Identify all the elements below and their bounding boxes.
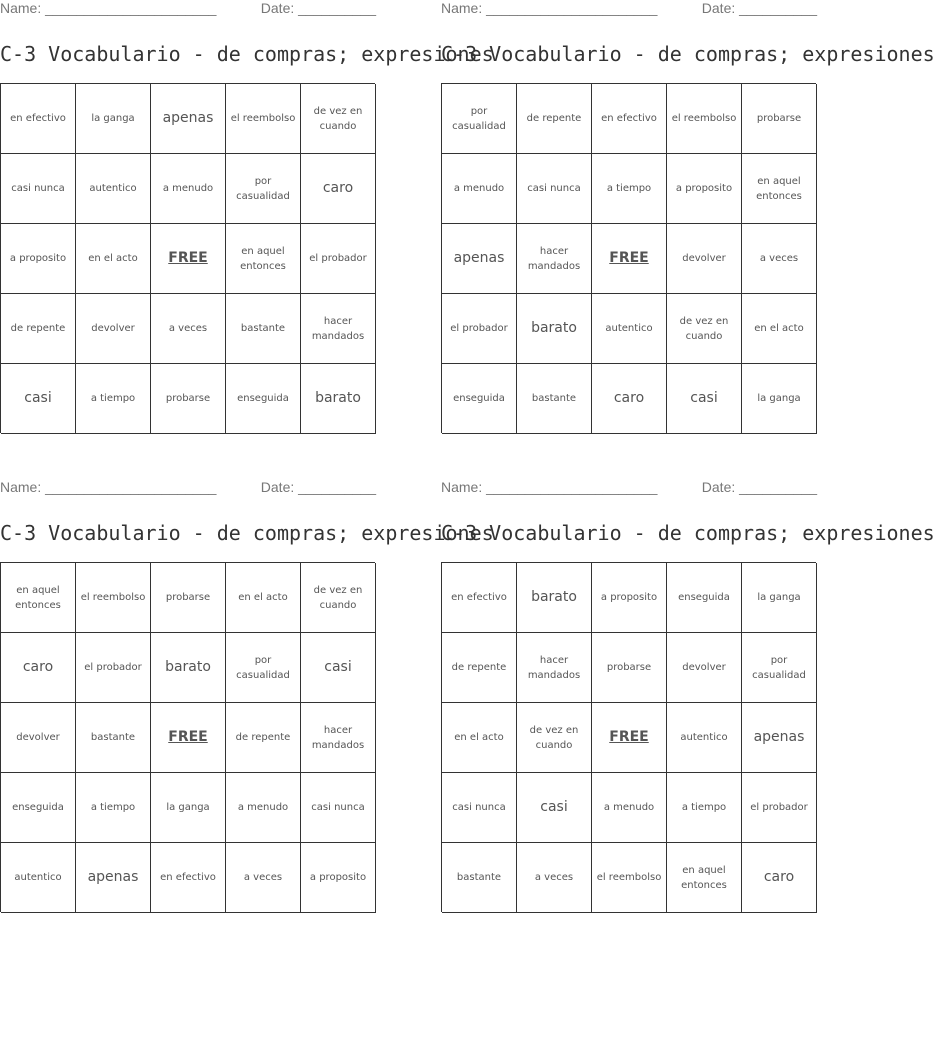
bingo-cell: a veces [151,294,226,364]
bingo-card [0,0,494,433]
card-title: C-3 Vocabulario - de compras; expresiones [441,521,935,545]
bingo-cell: probarse [151,364,226,434]
bingo-cell: a veces [226,843,301,913]
bingo-cell: a menudo [151,154,226,224]
bingo-cell: barato [151,633,226,703]
bingo-cell: de vez en cuando [301,563,376,633]
bingo-cell: probarse [151,563,226,633]
bingo-cell: por casualidad [442,84,517,154]
bingo-cell: a veces [742,224,817,294]
bingo-cell: a tiempo [667,773,742,843]
bingo-cell: caro [592,364,667,434]
bingo-cell: de vez en cuando [517,703,592,773]
bingo-cell: en el acto [76,224,151,294]
bingo-cell: barato [301,364,376,434]
bingo-cell: apenas [442,224,517,294]
bingo-cell: apenas [76,843,151,913]
name-field-label: Name: ______________________ [0,479,217,495]
bingo-cell: caro [301,154,376,224]
bingo-cell: en efectivo [442,563,517,633]
date-field-label: Date: __________ [260,0,376,16]
bingo-cell: de repente [226,703,301,773]
date-field-label: Date: __________ [701,0,817,16]
bingo-cell: de repente [442,633,517,703]
bingo-card [441,479,935,912]
bingo-cell: casi [1,364,76,434]
bingo-cell: a menudo [226,773,301,843]
bingo-cell: a proposito [1,224,76,294]
bingo-cell: devolver [667,633,742,703]
bingo-cell: en el acto [226,563,301,633]
bingo-cell: en efectivo [1,84,76,154]
bingo-cell: autentico [592,294,667,364]
bingo-cell: el probador [442,294,517,364]
bingo-cell: la ganga [151,773,226,843]
bingo-cell: devolver [667,224,742,294]
bingo-cell: por casualidad [226,633,301,703]
free-space-cell: FREE [592,224,667,294]
bingo-cell: a tiempo [76,773,151,843]
bingo-cell: a proposito [667,154,742,224]
bingo-card [441,0,935,433]
bingo-cell: en aquel entonces [667,843,742,913]
bingo-cell: casi nunca [442,773,517,843]
bingo-cell: en el acto [442,703,517,773]
bingo-cell: autentico [667,703,742,773]
bingo-cell: el reembolso [667,84,742,154]
bingo-cell: a menudo [592,773,667,843]
bingo-cell: en el acto [742,294,817,364]
date-field-label: Date: __________ [260,479,376,495]
bingo-cell: casi nunca [1,154,76,224]
name-date-row [0,479,376,501]
bingo-cell: por casualidad [742,633,817,703]
bingo-cell: bastante [442,843,517,913]
bingo-cell: barato [517,563,592,633]
bingo-cell: el probador [76,633,151,703]
bingo-cell: autentico [1,843,76,913]
bingo-cell: de vez en cuando [667,294,742,364]
free-space-cell: FREE [151,224,226,294]
name-field-label: Name: ______________________ [441,0,658,16]
bingo-cell: devolver [76,294,151,364]
card-title: C-3 Vocabulario - de compras; expresiones [0,42,494,66]
bingo-card [0,479,494,912]
name-field-label: Name: ______________________ [0,0,217,16]
bingo-cell: el reembolso [226,84,301,154]
bingo-cell: por casualidad [226,154,301,224]
bingo-cell: a proposito [592,563,667,633]
bingo-cell: apenas [742,703,817,773]
bingo-cell: bastante [517,364,592,434]
bingo-cell: la ganga [742,563,817,633]
bingo-cell: la ganga [76,84,151,154]
bingo-cell: caro [1,633,76,703]
bingo-cell: enseguida [442,364,517,434]
bingo-cell: probarse [592,633,667,703]
name-field-label: Name: ______________________ [441,479,658,495]
bingo-cell: casi nunca [301,773,376,843]
bingo-cell: en aquel entonces [226,224,301,294]
bingo-cell: hacer mandados [301,294,376,364]
bingo-cell: caro [742,843,817,913]
card-title: C-3 Vocabulario - de compras; expresiones [441,42,935,66]
free-space-cell: FREE [151,703,226,773]
bingo-grid [0,83,375,433]
bingo-cell: bastante [76,703,151,773]
name-date-row [441,0,817,22]
bingo-cell: casi [301,633,376,703]
bingo-cell: autentico [76,154,151,224]
bingo-cell: a veces [517,843,592,913]
bingo-cell: el reembolso [592,843,667,913]
card-title: C-3 Vocabulario - de compras; expresiones [0,521,494,545]
bingo-cell: hacer mandados [517,633,592,703]
free-space-cell: FREE [592,703,667,773]
bingo-cell: a menudo [442,154,517,224]
bingo-cell: en efectivo [592,84,667,154]
bingo-grid [441,562,816,912]
name-date-row [0,0,376,22]
bingo-grid [441,83,816,433]
bingo-cell: de repente [517,84,592,154]
bingo-cell: casi nunca [517,154,592,224]
bingo-cell: devolver [1,703,76,773]
bingo-cell: en aquel entonces [742,154,817,224]
bingo-cell: el probador [301,224,376,294]
bingo-cell: la ganga [742,364,817,434]
bingo-cell: en aquel entonces [1,563,76,633]
bingo-cell: el probador [742,773,817,843]
bingo-cell: casi [667,364,742,434]
bingo-cell: barato [517,294,592,364]
bingo-cell: de vez en cuando [301,84,376,154]
bingo-cell: en efectivo [151,843,226,913]
bingo-cell: casi [517,773,592,843]
bingo-cell: hacer mandados [301,703,376,773]
bingo-grid [0,562,375,912]
bingo-cell: bastante [226,294,301,364]
bingo-cell: enseguida [226,364,301,434]
bingo-cell: apenas [151,84,226,154]
bingo-cell: a tiempo [592,154,667,224]
bingo-cell: el reembolso [76,563,151,633]
bingo-cell: a proposito [301,843,376,913]
bingo-cell: enseguida [667,563,742,633]
bingo-cell: hacer mandados [517,224,592,294]
date-field-label: Date: __________ [701,479,817,495]
bingo-cell: enseguida [1,773,76,843]
bingo-cell: probarse [742,84,817,154]
name-date-row [441,479,817,501]
bingo-cell: a tiempo [76,364,151,434]
bingo-cell: de repente [1,294,76,364]
